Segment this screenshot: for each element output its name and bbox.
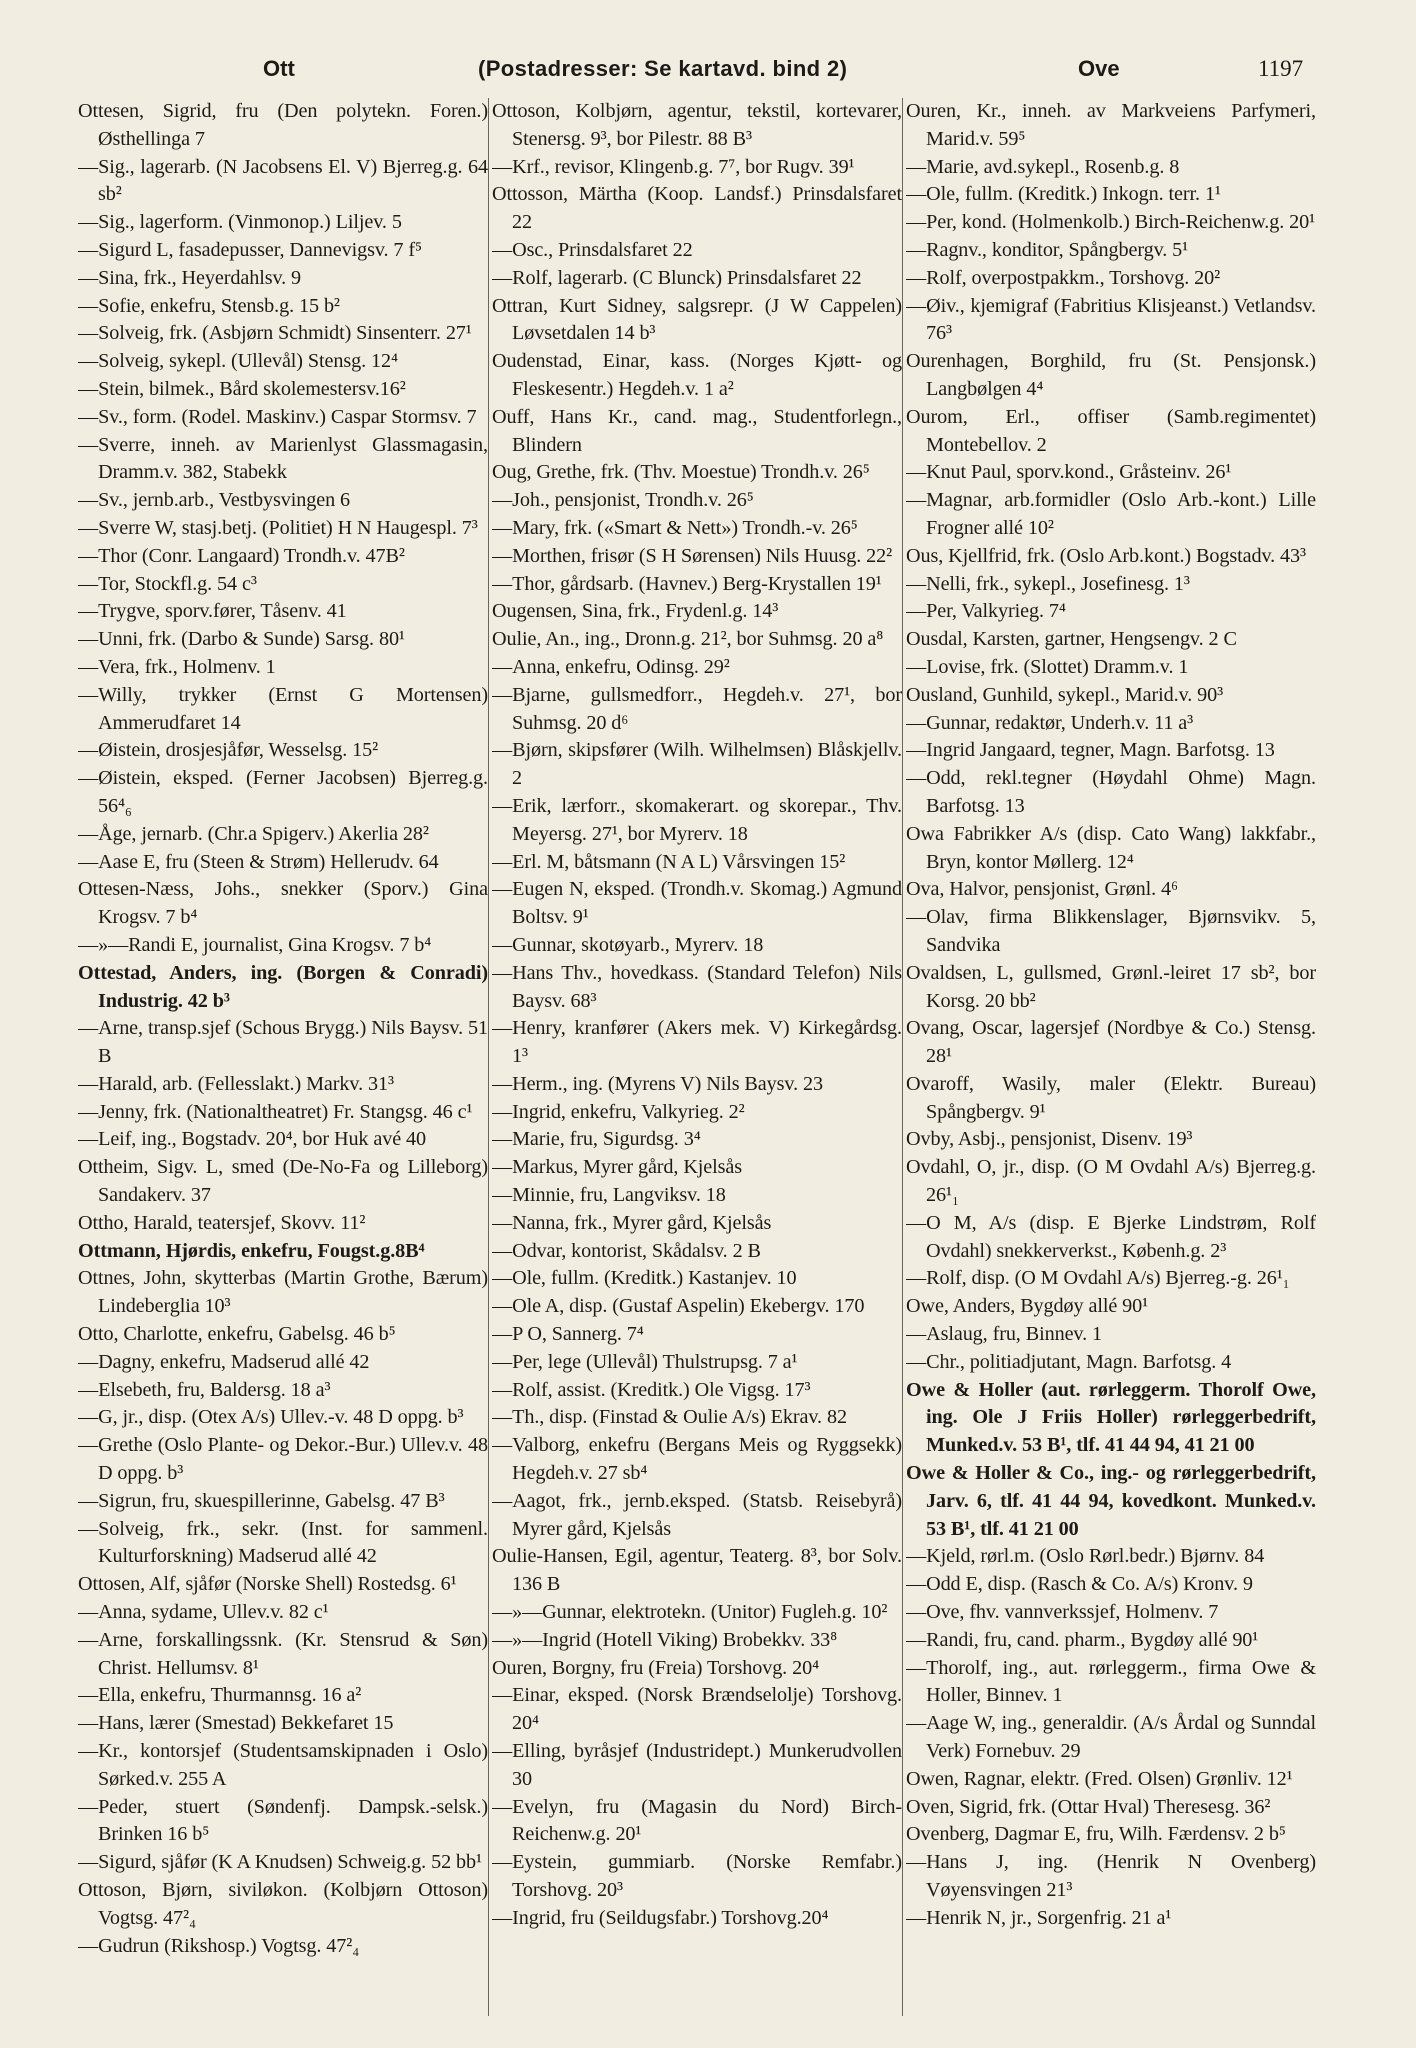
directory-entry: Ousland, Gunhild, sykepl., Marid.v. 90³ [906, 683, 1224, 706]
directory-entry: —Solveig, frk. (Asbjørn Schmidt) Sinsenterr. 27¹ [78, 322, 472, 345]
directory-entry: —Anna, enkefru, Odinsg. 29² [492, 655, 730, 678]
directory-entry: —Ingrid, enkefru, Valkyrieg. 2² [492, 1100, 745, 1123]
directory-entry: —Marie, avd.sykepl., Rosenb.g. 8 [906, 155, 1180, 178]
directory-entry: Ovang, Oscar, lagersjef (Nordbye & Co.) Stensg. 28¹ [906, 1017, 1316, 1068]
directory-entry: —Sv., form. (Rodel. Maskinv.) Caspar Stormsv. 7 [78, 405, 477, 428]
directory-entry: —Sverre W, stasj.betj. (Politiet) H N Haugespl. 7³ [78, 516, 478, 539]
directory-entry: —Chr., politiadjutant, Magn. Barfotsg. 4 [906, 1350, 1232, 1373]
directory-entry: —Sigrun, fru, skuespillerinne, Gabelsg. 47 B³ [78, 1489, 445, 1512]
directory-entry: —Per, kond. (Holmenkolb.) Birch-Reichenw.g. 20¹ [906, 211, 1316, 234]
directory-entry: —Rolf, lagerarb. (C Blunck) Prinsdalsfaret 22 [492, 266, 862, 289]
directory-entry: —P O, Sannerg. 7⁴ [492, 1323, 644, 1346]
directory-entry: —Aase E, fru (Steen & Strøm) Hellerudv. 64 [78, 850, 439, 873]
directory-entry: —Bjarne, gullsmedforr., Hegdeh.v. 27¹, bor Suhmsg. 20 d⁶ [492, 683, 902, 734]
directory-entry: —Henrik N, jr., Sorgenfrig. 21 a¹ [906, 1906, 1172, 1929]
directory-entry: —Ole, fullm. (Kreditk.) Kastanjev. 10 [492, 1267, 797, 1290]
directory-entry: Owe, Anders, Bygdøy allé 90¹ [906, 1295, 1149, 1318]
directory-entry: Ovaroff, Wasily, maler (Elektr. Bureau) Spångbergv. 9¹ [906, 1072, 1316, 1123]
directory-entry: —Joh., pensjonist, Trondh.v. 26⁵ [492, 489, 754, 512]
directory-entry: —Ove, fhv. vannverkssjef, Holmenv. 7 [906, 1601, 1219, 1624]
directory-entry: —Gudrun (Rikshosp.) Vogtsg. 47²₄ [78, 1934, 360, 1957]
column-1 [78, 98, 488, 2020]
directory-entry: Oulie-Hansen, Egil, agentur, Teaterg. 8³, bor Solv. 136 B [492, 1545, 902, 1596]
directory-entry: —Aagot, frk., jernb.eksped. (Statsb. Reisebyrå) Myrer gård, Kjelsås [492, 1489, 902, 1540]
directory-entry: —Sina, frk., Heyerdahlsv. 9 [78, 266, 302, 289]
directory-entry: —Ole A, disp. (Gustaf Aspelin) Ekebergv. 170 [492, 1295, 865, 1318]
directory-entry: Ottnes, John, skytterbas (Martin Grothe, Bærum) Lindeberglia 10³ [78, 1267, 488, 1318]
directory-entry: —Eugen N, eksped. (Trondh.v. Skomag.) Agmund Boltsv. 9¹ [492, 878, 902, 929]
directory-entry: —Trygve, sporv.fører, Tåsenv. 41 [78, 600, 347, 623]
directory-entry: Oudenstad, Einar, kass. (Norges Kjøtt- og Fleskesentr.) Hegdeh.v. 1 a² [492, 350, 902, 400]
directory-entry: —Thor (Conr. Langaard) Trondh.v. 47B² [78, 544, 405, 567]
directory-entry: —Jenny, frk. (Nationaltheatret) Fr. Stangsg. 46 c¹ [78, 1100, 473, 1123]
page-number: 1197 [1258, 56, 1304, 81]
directory-entry: —Gunnar, skotøyarb., Myrerv. 18 [492, 933, 764, 956]
directory-entry: —Ella, enkefru, Thurmannsg. 16 a² [78, 1684, 362, 1707]
directory-entry: —Henry, kranfører (Akers mek. V) Kirkegårdsg. 1³ [492, 1017, 902, 1068]
directory-entry: Ourenhagen, Borghild, fru (St. Pensjonsk.) Langbølgen 4⁴ [906, 350, 1316, 400]
directory-entry: —Valborg, enkefru (Bergans Meis og Ryggsekk) Hegdeh.v. 27 sb⁴ [492, 1434, 902, 1485]
directory-entry: Ovby, Asbj., pensjonist, Disenv. 19³ [906, 1128, 1193, 1151]
directory-entry: —Sigurd L, fasadepusser, Dannevigsv. 7 f⁵ [78, 238, 422, 261]
directory-entry: —»—Randi E, journalist, Gina Krogsv. 7 b⁴ [78, 933, 432, 956]
directory-entry: —G, jr., disp. (Otex A/s) Ullev.-v. 48 D oppg. b³ [78, 1406, 464, 1429]
directory-entry: —Eystein, gummiarb. (Norske Remfabr.) Torshovg. 20³ [492, 1851, 902, 1901]
directory-entry: —Hans J, ing. (Henrik N Ovenberg) Vøyensvingen 21³ [906, 1851, 1316, 1901]
directory-entry: —Øistein, drosjesjåfør, Wesselsg. 15² [78, 739, 379, 762]
directory-entry: Ottoson, Bjørn, siviløkon. (Kolbjørn Ottoson) Vogtsg. 47²₄ [78, 1879, 488, 1929]
directory-entry: —Aslaug, fru, Binnev. 1 [906, 1323, 1102, 1346]
column-divider [902, 98, 903, 2016]
directory-entry: —Magnar, arb.formidler (Oslo Arb.-kont.) Lille Frogner allé 10² [906, 489, 1316, 539]
directory-entry: —Øistein, eksped. (Ferner Jacobsen) Bjerreg.g. 56⁴₆ [78, 767, 488, 817]
directory-entry: —Th., disp. (Finstad & Oulie A/s) Ekrav. 82 [492, 1406, 847, 1429]
directory-entry: —Tor, Stockfl.g. 54 c³ [78, 572, 257, 595]
directory-entry: —Bjørn, skipsfører (Wilh. Wilhelmsen) Blåskjellv. 2 [492, 739, 902, 790]
column-3 [906, 98, 1316, 2020]
directory-entry: —Sofie, enkefru, Stensb.g. 15 b² [78, 294, 340, 317]
directory-entry: —Dagny, enkefru, Madserud allé 42 [78, 1350, 370, 1373]
directory-entry: —Ragnv., konditor, Spångbergv. 5¹ [906, 238, 1189, 261]
directory-entry: Owe & Holler (aut. rørleggerm. Thorolf Owe, ing. Ole J Friis Holler) rørleggerbedrift, Munked.v. 53 B¹, tlf. 41 44 94, 41 21 00 [906, 1378, 1316, 1457]
directory-entry: —Odd E, disp. (Rasch & Co. A/s) Kronv. 9 [906, 1573, 1253, 1596]
directory-entry: —Markus, Myrer gård, Kjelsås [492, 1156, 743, 1179]
directory-entry: Ottosen, Alf, sjåfør (Norske Shell) Rostedsg. 6¹ [78, 1573, 457, 1596]
directory-entry: Ottoson, Kolbjørn, agentur, tekstil, kortevarer, Stenersg. 9³, bor Pilestr. 88 B³ [492, 100, 902, 150]
directory-entry: —Aage W, ing., generaldir. (A/s Årdal og Sunndal Verk) Fornebuv. 29 [906, 1712, 1316, 1763]
directory-entry: —Randi, fru, cand. pharm., Bygdøy allé 90¹ [906, 1628, 1259, 1651]
directory-entry: —Vera, frk., Holmenv. 1 [78, 655, 276, 678]
directory-entry: Ova, Halvor, pensjonist, Grønl. 4⁶ [906, 878, 1178, 901]
header-right-guide-word: Ove [1078, 56, 1120, 81]
directory-entry: Ottesen-Næss, Johs., snekker (Sporv.) Gina Krogsv. 7 b⁴ [78, 878, 488, 929]
directory-entry: —Hans, lærer (Smestad) Bekkefaret 15 [78, 1712, 394, 1735]
directory-entry: —Leif, ing., Bogstadv. 20⁴, bor Huk avé 40 [78, 1128, 427, 1151]
directory-entry: Ottesen, Sigrid, fru (Den polytekn. Foren.) Østhellinga 7 [78, 100, 488, 150]
directory-entry: —Solveig, frk., sekr. (Inst. for sammenl. Kulturforskning) Madserud allé 42 [78, 1517, 488, 1568]
directory-entry: Oulie, An., ing., Dronn.g. 21², bor Suhmsg. 20 a⁸ [492, 628, 884, 651]
directory-entry: —Odd, rekl.tegner (Høydahl Ohme) Magn. Barfotsg. 13 [906, 767, 1316, 817]
directory-entry: Ourom, Erl., offiser (Samb.regimentet) Montebellov. 2 [906, 405, 1316, 456]
directory-entry: —Åge, jernarb. (Chr.a Spigerv.) Akerlia 28² [78, 822, 429, 845]
directory-entry: Otto, Charlotte, enkefru, Gabelsg. 46 b⁵ [78, 1323, 396, 1346]
directory-entry: —Lovise, frk. (Slottet) Dramm.v. 1 [906, 655, 1189, 678]
directory-entry: —»—Ingrid (Hotell Viking) Brobekkv. 33⁸ [492, 1628, 838, 1651]
directory-entry: Ottho, Harald, teatersjef, Skovv. 11² [78, 1211, 366, 1234]
directory-entry: —Evelyn, fru (Magasin du Nord) Birch-Reichenw.g. 20¹ [492, 1795, 902, 1846]
directory-entry: —Unni, frk. (Darbo & Sunde) Sarsg. 80¹ [78, 628, 405, 651]
directory-entry: —Krf., revisor, Klingenb.g. 7⁷, bor Rugv. 39¹ [492, 155, 855, 178]
directory-entry: —Osc., Prinsdalsfaret 22 [492, 238, 693, 261]
directory-entry: —Minnie, fru, Langviksv. 18 [492, 1184, 726, 1207]
directory-entry: —Per, lege (Ullevål) Thulstrupsg. 7 a¹ [492, 1350, 798, 1373]
directory-entry: Ovdahl, O, jr., disp. (O M Ovdahl A/s) Bjerreg.g. 26¹₁ [906, 1156, 1316, 1207]
directory-entry: Ouren, Kr., inneh. av Markveiens Parfymeri, Marid.v. 59⁵ [906, 100, 1316, 150]
directory-entry: —Harald, arb. (Fellesslakt.) Markv. 31³ [78, 1072, 394, 1095]
header-left-guide-word: Ott [263, 56, 295, 81]
directory-entry: —Nanna, frk., Myrer gård, Kjelsås [492, 1211, 772, 1234]
directory-entry: —Sverre, inneh. av Marienlyst Glassmagasin, Dramm.v. 382, Stabekk [78, 433, 488, 484]
directory-entry: —Sig., lagerarb. (N Jacobsens El. V) Bjerreg.g. 64 sb² [78, 155, 488, 206]
directory-entry: —Nelli, frk., sykepl., Josefinesg. 1³ [906, 572, 1190, 595]
directory-entry: —Anna, sydame, Ullev.v. 82 c¹ [78, 1601, 329, 1624]
directory-entry: —Ole, fullm. (Kreditk.) Inkogn. terr. 1¹ [906, 183, 1221, 206]
directory-entry: —Elling, byråsjef (Industridept.) Munkerudvollen 30 [492, 1740, 902, 1790]
directory-entry: —Hans Thv., hovedkass. (Standard Telefon) Nils Baysv. 68³ [492, 961, 902, 1012]
directory-entry: —Rolf, overpostpakkm., Torshovg. 20² [906, 266, 1221, 289]
directory-entry: —Sigurd, sjåfør (K A Knudsen) Schweig.g. 52 bb¹ [78, 1851, 482, 1874]
directory-entry: —Gunnar, redaktør, Underh.v. 11 a³ [906, 711, 1194, 734]
directory-entry: —Thorolf, ing., aut. rørleggerm., firma Owe & Holler, Binnev. 1 [906, 1656, 1316, 1707]
directory-entry: —Knut Paul, sporv.kond., Gråsteinv. 26¹ [906, 461, 1232, 484]
directory-entry: Ottestad, Anders, ing. (Borgen & Conradi) Industrig. 42 b³ [78, 961, 488, 1012]
directory-entry: —Morthen, frisør (S H Sørensen) Nils Huusg. 22² [492, 544, 893, 567]
directory-entry: Owa Fabrikker A/s (disp. Cato Wang) lakkfabr., Bryn, kontor Møllerg. 12⁴ [906, 822, 1316, 873]
directory-entry: —Grethe (Oslo Plante- og Dekor.-Bur.) Ullev.v. 48 D oppg. b³ [78, 1434, 488, 1485]
directory-entry: —Ingrid, fru (Seildugsfabr.) Torshovg.20⁴ [492, 1906, 829, 1929]
directory-entry: Oven, Sigrid, frk. (Ottar Hval) Theresesg. 36² [906, 1795, 1271, 1818]
directory-entry: Ovenberg, Dagmar E, fru, Wilh. Færdensv. 2 b⁵ [906, 1823, 1286, 1846]
directory-entry: Ottran, Kurt Sidney, salgsrepr. (J W Cappelen) Løvsetdalen 14 b³ [492, 294, 902, 345]
directory-entry: Ougensen, Sina, frk., Frydenl.g. 14³ [492, 600, 779, 623]
column-2 [492, 98, 902, 2020]
directory-entry: —Arne, forskallingssnk. (Kr. Stensrud & Søn) Christ. Hellumsv. 8¹ [78, 1628, 488, 1679]
directory-entry: —Sv., jernb.arb., Vestbysvingen 6 [78, 489, 351, 512]
page-header [0, 52, 1416, 92]
directory-entry: Ottheim, Sigv. L, smed (De-No-Fa og Lilleborg) Sandakerv. 37 [78, 1156, 488, 1207]
directory-entry: —Odvar, kontorist, Skådalsv. 2 B [492, 1239, 761, 1262]
directory-entry: —Olav, firma Blikkenslager, Bjørnsvikv. 5, Sandvika [906, 906, 1316, 956]
directory-entry: Ovaldsen, L, gullsmed, Grønl.-leiret 17 sb², bor Korsg. 20 bb² [906, 961, 1316, 1012]
directory-entry: Ousdal, Karsten, gartner, Hengsengv. 2 C [906, 628, 1237, 651]
directory-entry: —Thor, gårdsarb. (Havnev.) Berg-Krystallen 19¹ [492, 572, 882, 595]
directory-entry: —O M, A/s (disp. E Bjerke Lindstrøm, Rolf Ovdahl) snekkerverkst., Københ.g. 2³ [906, 1211, 1316, 1262]
directory-entry: —Rolf, disp. (O M Ovdahl A/s) Bjerreg.-g. 26¹₁ [906, 1267, 1290, 1290]
directory-entry: —Ingrid Jangaard, tegner, Magn. Barfotsg. 13 [906, 739, 1275, 762]
directory-entry: Ouren, Borgny, fru (Freia) Torshovg. 20⁴ [492, 1656, 820, 1679]
directory-entry: —Erl. M, båtsmann (N A L) Vårsvingen 15² [492, 850, 846, 873]
directory-entry: —Mary, frk. («Smart & Nett») Trondh.-v. 26⁵ [492, 516, 858, 539]
directory-entry: Ottmann, Hjørdis, enkefru, Fougst.g.8B⁴ [78, 1239, 425, 1262]
directory-entry: Ous, Kjellfrid, frk. (Oslo Arb.kont.) Bogstadv. 43³ [906, 544, 1306, 567]
directory-entry: —Marie, fru, Sigurdsg. 3⁴ [492, 1128, 701, 1151]
directory-entry: —Elsebeth, fru, Baldersg. 18 a³ [78, 1378, 331, 1401]
header-center-note: (Postadresser: Se kartavd. bind 2) [478, 56, 848, 81]
directory-entry: Owe & Holler & Co., ing.- og rørleggerbedrift, Jarv. 6, tlf. 41 44 94, kovedkont. Munked.v. 53 B¹, tlf. 41 21 00 [906, 1462, 1316, 1540]
directory-entry: —Sig., lagerform. (Vinmonop.) Liljev. 5 [78, 211, 402, 234]
directory-entry: —Per, Valkyrieg. 7⁴ [906, 600, 1066, 623]
directory-entry: —Solveig, sykepl. (Ullevål) Stensg. 12⁴ [78, 350, 398, 373]
directory-entry: Oug, Grethe, frk. (Thv. Moestue) Trondh.v. 26⁵ [492, 461, 870, 484]
directory-entry: Owen, Ragnar, elektr. (Fred. Olsen) Grønliv. 12¹ [906, 1767, 1293, 1790]
directory-entry: Ottosson, Märtha (Koop. Landsf.) Prinsdalsfaret 22 [492, 183, 902, 234]
directory-entry: —Herm., ing. (Myrens V) Nils Baysv. 23 [492, 1072, 823, 1095]
directory-entry: —Stein, bilmek., Bård skolemestersv.16² [78, 377, 406, 400]
directory-entry: —Kr., kontorsjef (Studentsamskipnaden i Oslo) Sørked.v. 255 A [78, 1740, 488, 1790]
directory-entry: —»—Gunnar, elektrotekn. (Unitor) Fugleh.g. 10² [492, 1601, 888, 1624]
directory-entry: —Rolf, assist. (Kreditk.) Ole Vigsg. 17³ [492, 1378, 811, 1401]
directory-entry: —Øiv., kjemigraf (Fabritius Klisjeanst.) Vetlandsv. 76³ [906, 294, 1316, 345]
column-divider [488, 98, 489, 2016]
directory-entry: —Arne, transp.sjef (Schous Brygg.) Nils Baysv. 51 B [78, 1017, 488, 1068]
directory-entry: —Peder, stuert (Søndenfj. Dampsk.-selsk.) Brinken 16 b⁵ [78, 1795, 488, 1846]
directory-entry: —Willy, trykker (Ernst G Mortensen) Ammerudfaret 14 [78, 683, 488, 734]
directory-entry: —Einar, eksped. (Norsk Brændselolje) Torshovg. 20⁴ [492, 1684, 902, 1735]
directory-entry: —Erik, lærforr., skomakerart. og skorepar., Thv. Meyersg. 27¹, bor Myrerv. 18 [492, 794, 902, 845]
directory-entry: Ouff, Hans Kr., cand. mag., Studentforlegn., Blindern [492, 405, 902, 456]
directory-entry: —Kjeld, rørl.m. (Oslo Rørl.bedr.) Bjørnv. 84 [906, 1545, 1265, 1568]
